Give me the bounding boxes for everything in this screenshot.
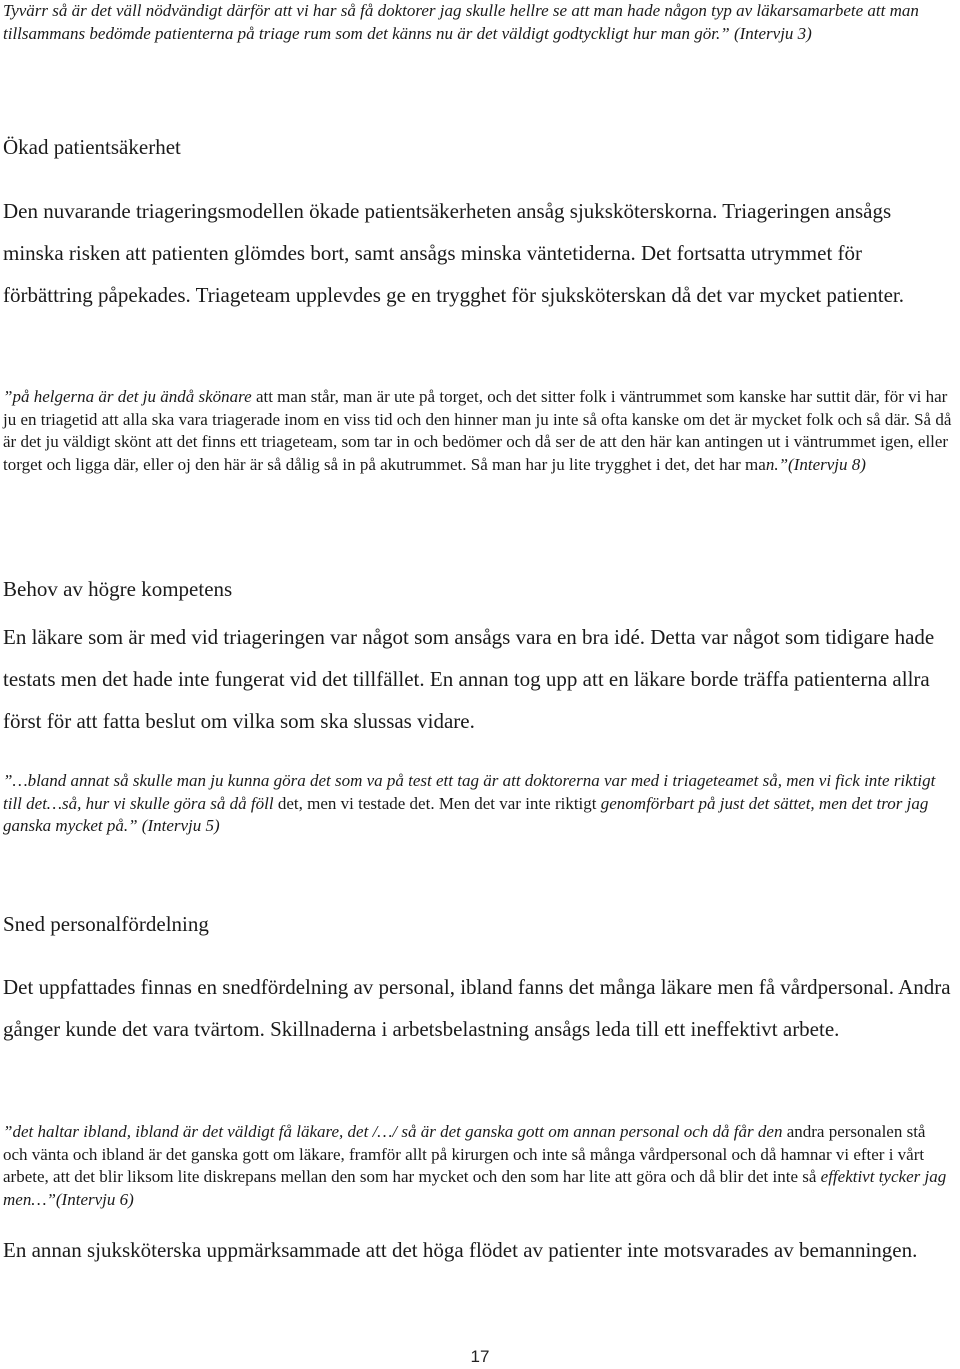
interview-quote-5: [3, 770, 954, 838]
quote-text-italic: ”på helgerna är det ju ändå skönare: [3, 387, 252, 406]
quote-text: det, men vi testade det. Men det var inte riktigt: [273, 793, 601, 813]
heading-behov-av-hogre-kompetens: Behov av högre kompetens: [3, 577, 233, 601]
interview-quote-3: [3, 0, 954, 45]
quote-text: andra personalen stå och vänta och ibland är det ganska gott om läkare, framför allt på kirurgen och inte så många vårdpersonal och då hamnar vi efter i vårt arbete, att det blir liksom lite diskrepans mellan den som har mycket och den som har lite att göra och då blir det inte så: [3, 1122, 926, 1186]
quote-text: Tyvärr så är det väll nödvändigt därför att vi har så få doktorer jag skulle hellre se att man hade någon typ av läkarsamarbete att man tillsammans bedömde patienterna på triage rum som det känns nu är det väldigt godtyckligt hur man gör.”: [3, 1, 919, 43]
quote-citation: n.”(Intervju 8): [765, 454, 866, 474]
interview-quote-6: [3, 1121, 954, 1211]
interview-quote-8: [3, 386, 954, 476]
quote-citation: effektivt tycker jag men…”(Intervju 6): [3, 1167, 947, 1209]
page-number: 17: [470, 1347, 490, 1366]
paragraph-patientsakerhet: Den nuvarande triageringsmodellen ökade patientsäkerheten ansåg sjuksköterskorna. Triageringen ansågs minska risken att patienten glömdes bort, samt ansågs minska väntetiderna. Det fortsatta utrymmet för förbättring påpekades. Triageteam upplevdes ge en trygghet för sjuksköterskan då det var mycket patienter.: [3, 199, 904, 307]
quote-citation: (Intervju 3): [733, 23, 812, 43]
heading-okad-patientsakerhet: Ökad patientsäkerhet: [3, 135, 181, 159]
quote-text: att man står, man är ute på torget, och det sitter folk i väntrummet som kanske har suttit där, för vi har ju en triagetid att alla ska vara triagerade inom en viss tid och den hinner man ju inte så ofta kanske om det är mycket folk och så där. Så då är det ju väldigt skönt att det finns ett triageteam, som tar in och bedömer och då ser de att den här kan antingen ut i väntrummet igen, eller torget och ligga där, eller oj den här är så dålig så in på akutrummet. Så man har ju lite trygghet i det, det har ma: [3, 387, 952, 474]
heading-sned-personalfordelning: Sned personalfördelning: [3, 912, 209, 936]
quote-citation: genomförbart på just det sättet, men det tror jag ganska mycket på.” (Intervju 5): [3, 793, 929, 835]
quote-text-italic: ”…bland annat så skulle man ju kunna göra det som va på test ett tag är att doktorerna var med i triageteamet så, men vi fick inte riktigt till det…så, hur vi skulle göra så då föll: [3, 771, 936, 813]
paragraph-kompetens: En läkare som är med vid triageringen var något som ansågs vara en bra idé. Detta var något som tidigare hade testats men det hade inte fungerat vid det tillfället. En annan tog upp att en läkare borde träffa patienterna allra först för att fatta beslut om vilka som ska slussas vidare.: [3, 625, 935, 733]
paragraph-personalfordelning: Det uppfattades finnas en snedfördelning av personal, ibland fanns det många läkare men få vårdpersonal. Andra gånger kunde det vara tvärtom. Skillnaderna i arbetsbelastning ansågs leda till ett ineffektivt arbete.: [3, 975, 951, 1041]
paragraph-bemanning: En annan sjuksköterska uppmärksammade att det höga flödet av patienter inte motsvarades av bemanningen.: [3, 1238, 918, 1262]
quote-text-italic: ”det haltar ibland, ibland är det väldigt få läkare, det /…/ så är det ganska gott om annan personal och då får den: [3, 1122, 783, 1141]
